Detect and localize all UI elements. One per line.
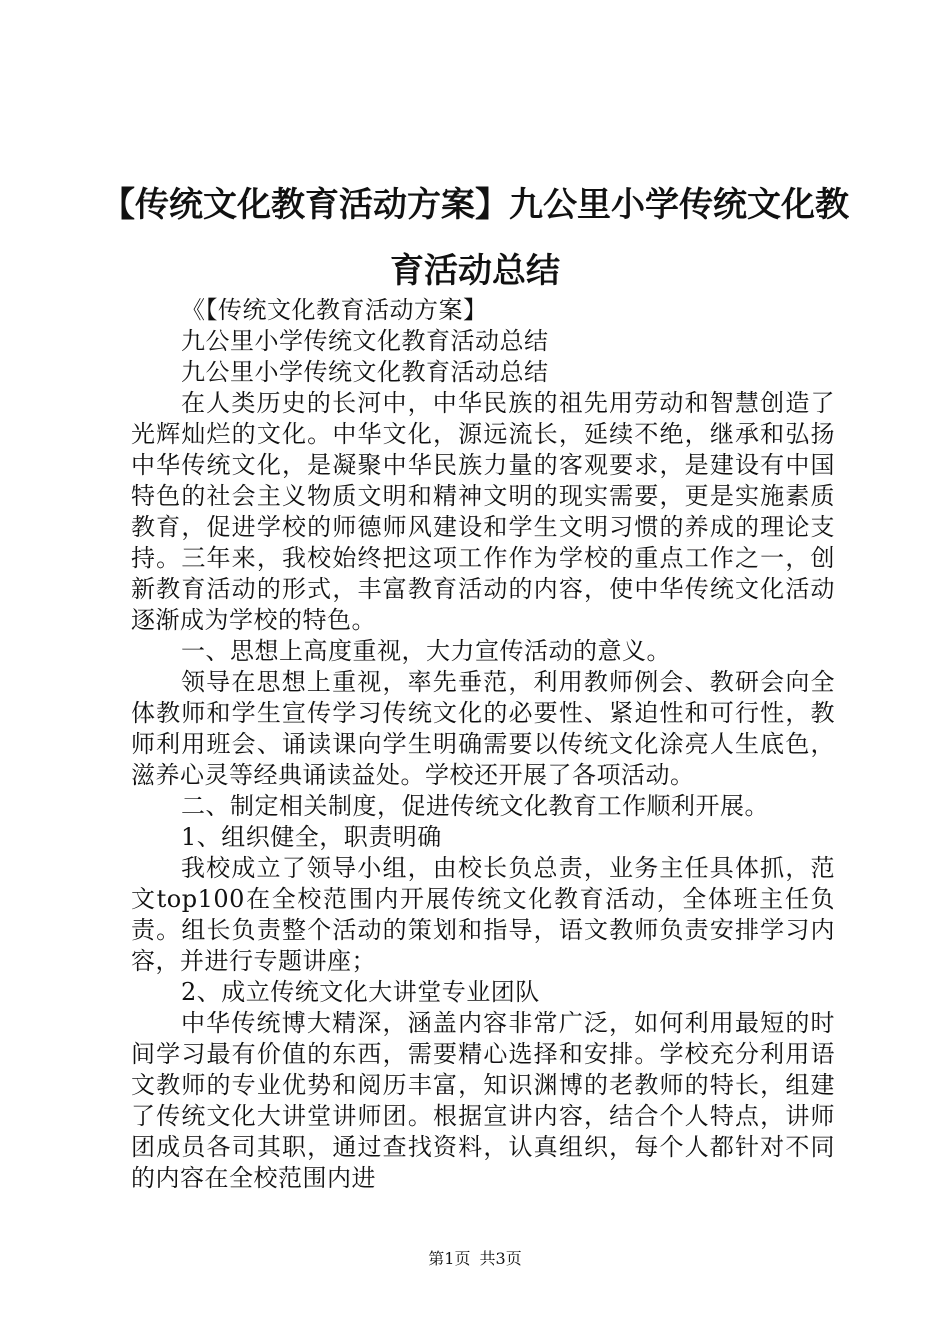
subsection-heading: 1、组织健全，职责明确 bbox=[181, 823, 442, 851]
section-heading: 一、思想上高度重视，大力宣传活动的意义。 bbox=[181, 637, 671, 665]
paragraph: 《【传统文化教育活动方案】 bbox=[181, 296, 488, 324]
subsection-heading: 2、成立传统文化大讲堂专业团队 bbox=[181, 978, 540, 1006]
page-footer bbox=[0, 1246, 950, 1269]
document-title: 【传统文化教育活动方案】九公里小学传统文化教育活动总结 bbox=[101, 185, 849, 291]
paragraph: 我校成立了领导小组，由校长负总责，业务主任具体抓，范文top100在全校范围内开展传统文化教育活动，全体班主任负责。组长负责整个活动的策划和指导，语文教师负责安排学习内容，并进行专题讲座； bbox=[131, 854, 835, 975]
document-body bbox=[131, 295, 835, 1194]
paragraph: 九公里小学传统文化教育活动总结 bbox=[181, 327, 549, 355]
page-total: 共3页 bbox=[479, 1249, 522, 1268]
paragraph: 领导在思想上重视，率先垂范，利用教师例会、教研会向全体教师和学生宣传学习传统文化的必要性、紧迫性和可行性，教师利用班会、诵读课向学生明确需要以传统文化涂亮人生底色，滋养心灵等经典诵读益处。学校还开展了各项活动。 bbox=[131, 668, 835, 789]
paragraph: 在人类历史的长河中，中华民族的祖先用劳动和智慧创造了光辉灿烂的文化。中华文化，源远流长，延续不绝，继承和弘扬中华传统文化，是凝聚中华民族力量的客观要求，是建设有中国特色的社会主义物质文明和精神文明的现实需要，更是实施素质教育，促进学校的师德师风建设和学生文明习惯的养成的理论支持。三年来，我校始终把这项工作作为学校的重点工作之一，创新教育活动的形式，丰富教育活动的内容，使中华传统文化活动逐渐成为学校的特色。 bbox=[131, 389, 835, 634]
page-number: 第1页 bbox=[428, 1249, 471, 1268]
paragraph: 中华传统博大精深，涵盖内容非常广泛，如何利用最短的时间学习最有价值的东西，需要精心选择和安排。学校充分利用语文教师的专业优势和阅历丰富，知识渊博的老教师的特长，组建了传统文化大讲堂讲师团。根据宣讲内容，结合个人特点，讲师团成员各司其职，通过查找资料，认真组织，每个人都针对不同的内容在全校范围内进 bbox=[131, 1009, 835, 1192]
section-heading: 二、制定相关制度，促进传统文化教育工作顺利开展。 bbox=[181, 792, 769, 820]
paragraph: 九公里小学传统文化教育活动总结 bbox=[181, 358, 549, 386]
